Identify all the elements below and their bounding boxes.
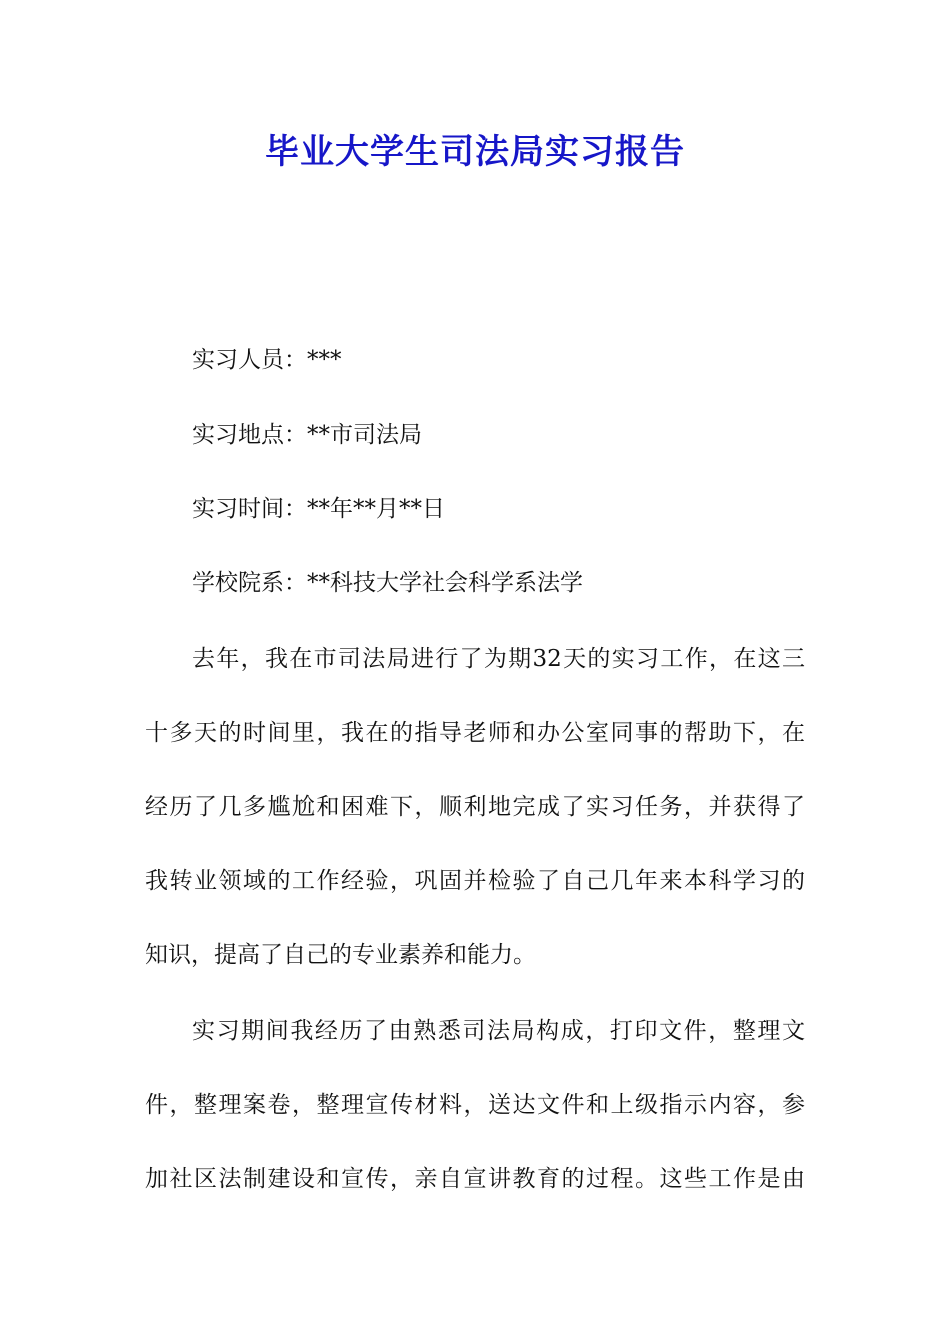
info-intern-person bbox=[192, 344, 342, 376]
info-label: 实习时间： bbox=[192, 496, 307, 522]
document-title: 毕业大学生司法局实习报告 bbox=[265, 132, 685, 172]
info-value: **年**月**日 bbox=[307, 496, 445, 522]
info-value: **市司法局 bbox=[307, 422, 422, 448]
paragraph-line: 我转业领域的工作经验，巩固并检验了自己几年来本科学习的 bbox=[145, 868, 805, 894]
info-label: 学校院系： bbox=[192, 570, 307, 596]
paragraph-line: 件，整理案卷，整理宣传材料，送达文件和上级指示内容，参 bbox=[145, 1092, 805, 1118]
paragraph-internship-tasks bbox=[145, 994, 805, 1216]
info-value: **科技大学社会科学系法学 bbox=[307, 570, 583, 596]
info-label: 实习地点： bbox=[192, 422, 307, 448]
paragraph-line: 加社区法制建设和宣传，亲自宣讲教育的过程。这些工作是由 bbox=[145, 1166, 805, 1192]
paragraph-line: 知识，提高了自己的专业素养和能力。 bbox=[145, 942, 536, 968]
paragraph-line: 去年，我在市司法局进行了为期32天的实习工作，在这三 bbox=[192, 646, 805, 672]
paragraph-line: 实习期间我经历了由熟悉司法局构成，打印文件，整理文 bbox=[192, 1018, 805, 1044]
paragraph-line: 十多天的时间里，我在的指导老师和办公室同事的帮助下，在 bbox=[145, 720, 805, 746]
info-intern-time bbox=[192, 493, 445, 525]
paragraph-line: 经历了几多尴尬和困难下，顺利地完成了实习任务，并获得了 bbox=[145, 794, 805, 820]
info-school-department bbox=[192, 567, 583, 599]
info-label: 实习人员： bbox=[192, 347, 307, 373]
info-intern-location bbox=[192, 419, 422, 451]
paragraph-internship-summary bbox=[145, 622, 805, 992]
info-value: *** bbox=[307, 347, 342, 373]
